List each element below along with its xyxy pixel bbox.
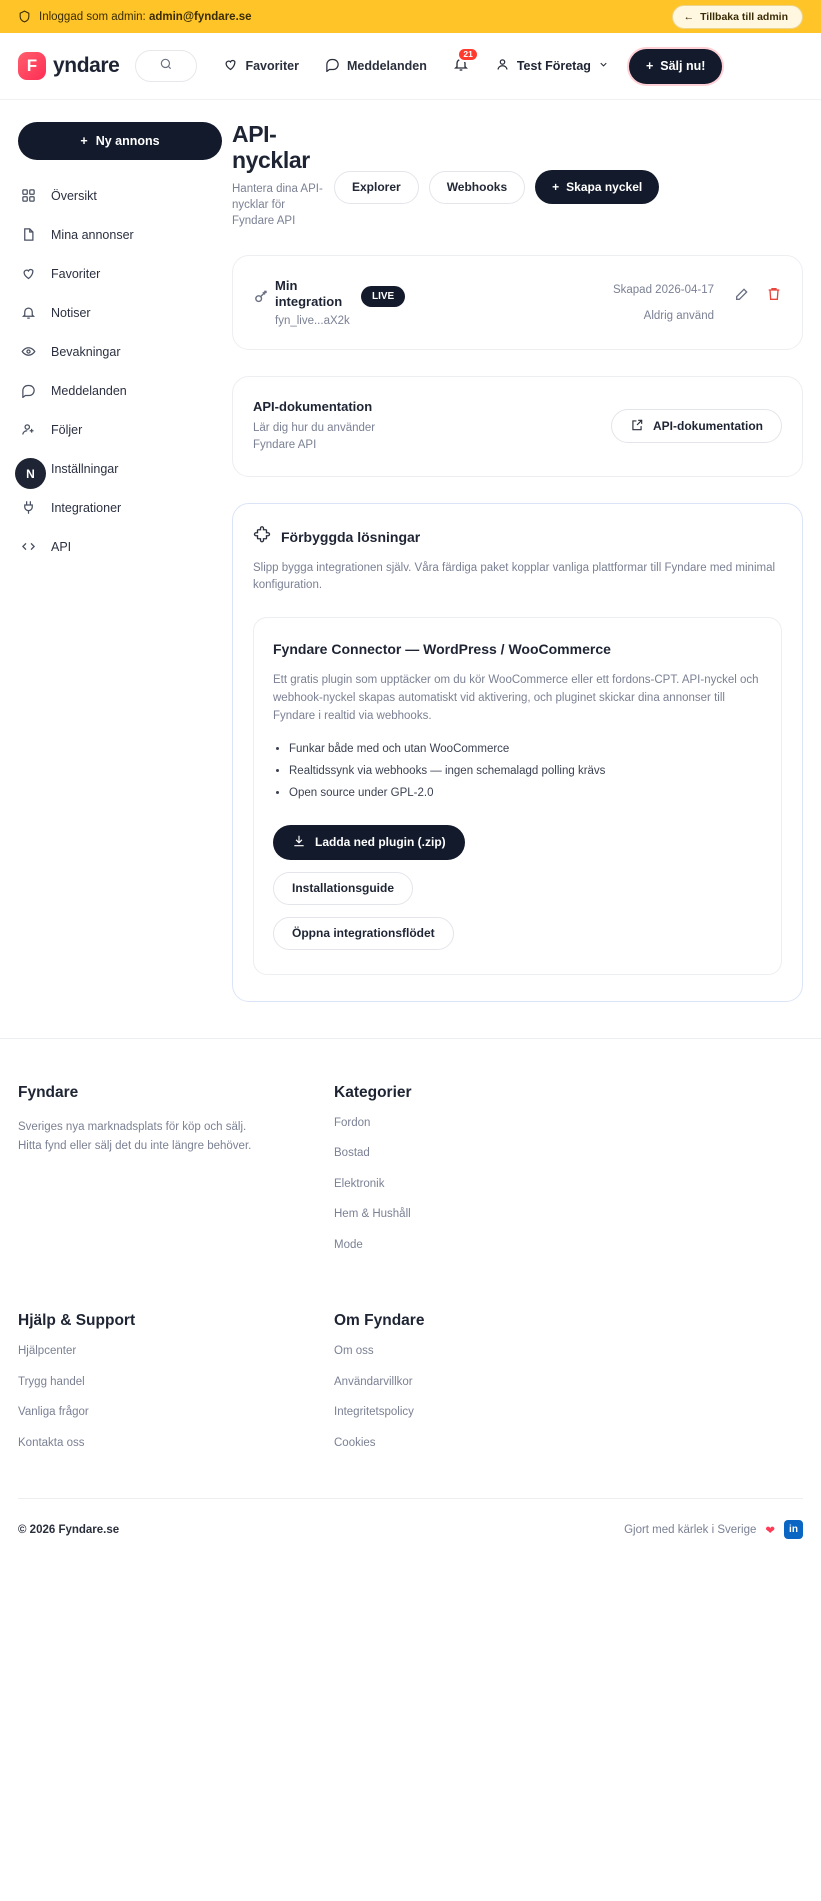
footer-link-hem-hushall[interactable]: Hem & Hushåll xyxy=(334,1208,411,1221)
chat-icon xyxy=(20,383,37,398)
footer-bottom xyxy=(18,1498,803,1560)
footer-brand-text: Sveriges nya marknadsplats för köp och sälj. Hitta fynd eller sälj det du inte längre behöver. xyxy=(18,1120,252,1153)
sidebar-item-label: Notiser xyxy=(51,305,91,320)
made-with-text: Gjort med kärlek i Sverige xyxy=(624,1523,757,1536)
api-key-id: fyn_live...aX2k xyxy=(275,315,350,328)
nav-favoriter-label: Favoriter xyxy=(245,59,299,73)
footer-link-kontakta-oss[interactable]: Kontakta oss xyxy=(18,1436,85,1449)
arrow-left-icon: ← xyxy=(683,10,695,23)
prebuilt-description: Slipp bygga integrationen själv. Våra färdiga paket kopplar vanliga plattformar till Fyndare med minimal konfiguration. xyxy=(253,561,776,592)
explorer-button[interactable]: Explorer xyxy=(334,171,419,204)
new-ad-label: Ny annons xyxy=(95,134,160,148)
plugin-description: Ett gratis plugin som upptäcker om du kör WooCommerce eller ett fordons-CPT. API-nyckel och webhook-nyckel skapas automatiskt vid aktivering, och pluginet skickar dina annonser till Fyndare i realtid via webhooks. xyxy=(273,673,759,723)
plugin-title: Fyndare Connector — WordPress / WooCommerce xyxy=(273,641,611,658)
chat-icon xyxy=(325,57,340,75)
download-plugin-button[interactable] xyxy=(273,825,465,860)
footer-link-elektronik[interactable]: Elektronik xyxy=(334,1177,385,1190)
list-item: • Realtidssynk via webhooks — ingen schemalagd polling krävs xyxy=(289,762,762,781)
footer-link-trygg-handel[interactable]: Trygg handel xyxy=(18,1375,85,1388)
download-plugin-label: Ladda ned plugin (.zip) xyxy=(315,835,446,850)
api-documentation-button[interactable] xyxy=(611,409,782,443)
logo-text: yndare xyxy=(53,54,120,77)
footer-brand-title: Fyndare xyxy=(18,1083,79,1101)
api-documentation-card xyxy=(232,376,803,476)
sidebar-item-label: Översikt xyxy=(51,188,97,203)
plugin-card xyxy=(253,617,782,974)
search-button[interactable] xyxy=(135,50,197,82)
nav-meddelanden[interactable] xyxy=(325,57,427,75)
sidebar-item-oversikt[interactable] xyxy=(18,176,222,215)
footer-about-title: Om Fyndare xyxy=(334,1312,425,1330)
user-plus-icon xyxy=(20,422,37,437)
user-menu-label: Test Företag xyxy=(516,59,591,73)
search-icon xyxy=(159,57,173,76)
eye-icon xyxy=(20,344,37,359)
create-key-label: Skapa nyckel xyxy=(566,180,643,194)
sidebar-item-installningar[interactable] xyxy=(18,449,222,488)
grid-icon xyxy=(20,188,37,203)
sidebar-item-bevakningar[interactable] xyxy=(18,332,222,371)
sidebar-item-label: Meddelanden xyxy=(51,383,127,398)
footer-link-hjalpcenter[interactable]: Hjälpcenter xyxy=(18,1345,77,1358)
webhooks-button[interactable]: Webhooks xyxy=(429,171,525,204)
linkedin-icon[interactable]: in xyxy=(784,1520,803,1539)
document-icon xyxy=(20,227,37,242)
user-menu[interactable] xyxy=(495,57,609,75)
footer-help-title: Hjälp & Support xyxy=(18,1312,136,1330)
sidebar-item-integrationer[interactable] xyxy=(18,488,222,527)
sidebar-item-label: Inställningar xyxy=(51,461,119,476)
admin-banner xyxy=(0,0,821,33)
sidebar-item-foljer[interactable] xyxy=(18,410,222,449)
list-item: • Funkar både med och utan WooCommerce xyxy=(289,740,762,759)
new-ad-button[interactable] xyxy=(18,122,222,160)
download-icon xyxy=(292,834,306,851)
chevron-down-icon xyxy=(598,59,609,73)
user-icon xyxy=(495,57,510,75)
heart-icon: ❤ xyxy=(765,1524,775,1537)
logo[interactable] xyxy=(18,52,119,80)
logo-mark: F xyxy=(18,52,46,80)
api-key-name: Min integration xyxy=(275,277,343,310)
footer-link-mode[interactable]: Mode xyxy=(334,1238,363,1251)
admin-banner-text: Inloggad som admin: admin@fyndare.se xyxy=(39,10,252,23)
main-content xyxy=(232,122,821,1002)
sell-now-button[interactable] xyxy=(629,49,722,84)
sidebar-item-label: API xyxy=(51,539,72,554)
plugin-feature-list xyxy=(273,740,762,803)
api-key-created: Skapad 2026-04-17 xyxy=(612,283,714,296)
page-title: API-nycklar xyxy=(232,121,310,173)
doc-card-title: API-dokumentation xyxy=(253,399,373,415)
notification-count-badge: 21 xyxy=(457,47,478,62)
create-key-button[interactable] xyxy=(535,170,659,204)
sidebar-item-favoriter[interactable] xyxy=(18,254,222,293)
avatar[interactable]: N xyxy=(15,458,46,489)
plus-icon: + xyxy=(80,134,88,148)
trash-icon[interactable] xyxy=(766,286,782,307)
key-icon xyxy=(253,278,275,310)
site-footer xyxy=(0,1038,821,1561)
bell-icon xyxy=(20,305,37,320)
sidebar-item-meddelanden[interactable] xyxy=(18,371,222,410)
prebuilt-solutions-card xyxy=(232,503,803,1002)
external-link-icon xyxy=(630,418,644,435)
footer-link-cookies[interactable]: Cookies xyxy=(334,1436,376,1449)
installation-guide-button[interactable]: Installationsguide xyxy=(273,872,413,905)
footer-link-bostad[interactable]: Bostad xyxy=(334,1147,370,1160)
nav-favoriter[interactable] xyxy=(223,57,299,75)
sidebar-item-label: Bevakningar xyxy=(51,344,121,359)
plus-icon: + xyxy=(552,180,560,194)
footer-link-integritetspolicy[interactable]: Integritetspolicy xyxy=(334,1406,414,1419)
sidebar-item-api[interactable] xyxy=(18,527,222,566)
notifications-button[interactable] xyxy=(453,49,473,77)
plug-icon xyxy=(20,500,37,515)
sidebar-item-label: Mina annonser xyxy=(51,227,134,242)
prebuilt-title: Förbyggda lösningar xyxy=(281,529,421,546)
list-item: • Open source under GPL-2.0 xyxy=(289,784,762,803)
doc-card-subtitle: Lär dig hur du använder Fyndare API xyxy=(253,422,376,451)
nav-meddelanden-label: Meddelanden xyxy=(346,59,427,73)
sidebar-item-label: Följer xyxy=(51,422,83,437)
sell-now-label: Sälj nu! xyxy=(660,59,706,73)
pencil-icon[interactable] xyxy=(734,286,750,307)
footer-categories-title: Kategorier xyxy=(334,1083,412,1101)
sidebar-item-mina-annonser[interactable] xyxy=(18,215,222,254)
shield-icon xyxy=(18,10,31,23)
api-documentation-button-label: API-dokumentation xyxy=(653,419,763,434)
puzzle-icon xyxy=(253,526,271,549)
code-icon xyxy=(20,539,37,554)
footer-link-vanliga-fragor[interactable]: Vanliga frågor xyxy=(18,1406,89,1419)
api-key-last-used: Aldrig använd xyxy=(643,310,714,323)
open-integration-flow-button[interactable]: Öppna integrationsflödet xyxy=(273,917,454,950)
sidebar-item-label: Integrationer xyxy=(51,500,122,515)
site-header xyxy=(0,33,821,100)
copyright: © 2026 Fyndare.se xyxy=(18,1523,120,1536)
footer-link-anvandarvillkor[interactable]: Användarvillkor xyxy=(334,1375,413,1388)
sidebar xyxy=(0,122,232,1002)
sidebar-item-notiser[interactable] xyxy=(18,293,222,332)
plus-icon: + xyxy=(645,59,654,73)
page-subtitle: Hantera dina API-nycklar för Fyndare API xyxy=(232,182,323,227)
heart-icon xyxy=(20,266,37,281)
heart-icon xyxy=(223,57,238,75)
footer-link-fordon[interactable]: Fordon xyxy=(334,1116,371,1129)
status-badge: LIVE xyxy=(361,286,405,307)
api-key-card xyxy=(232,255,803,351)
footer-link-om-oss[interactable]: Om oss xyxy=(334,1345,374,1358)
sidebar-item-label: Favoriter xyxy=(51,266,101,281)
back-to-admin-button[interactable]: ← Tillbaka till admin xyxy=(672,5,803,29)
